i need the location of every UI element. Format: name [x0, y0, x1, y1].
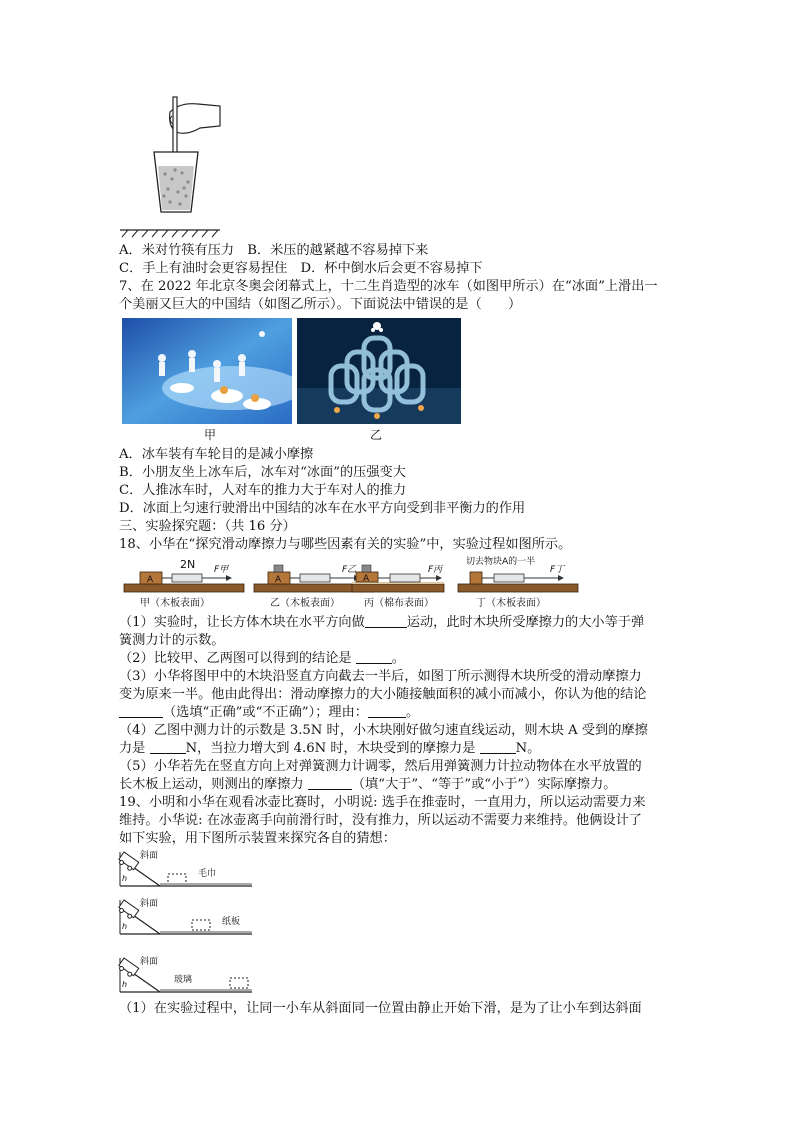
answer-blank-4[interactable]	[368, 704, 406, 718]
q19-stem-line2: 维持。小华说: 在冰壶离手向前滑行时，没有推力，所以运动不需要力来维持。他俩设计了	[119, 813, 642, 828]
svg-text:丙（棉布表面）: 丙（棉布表面）	[364, 598, 434, 609]
svg-text:A: A	[363, 574, 370, 584]
q18-stem: 18、小华在“探究滑动摩擦力与哪些因素有关的实验”中，实验过程如图所示。	[119, 537, 572, 552]
svg-text:乙（木板表面）: 乙（木板表面）	[270, 598, 340, 609]
setup-bing	[352, 564, 444, 592]
section-title: 三、实验探究题：（共 16 分）	[119, 519, 296, 534]
setup-jia	[124, 558, 244, 592]
q6-option-ab: A．米对竹筷有压力 B．米压的越紧越不容易掉下来	[119, 243, 429, 258]
q19-stem-line1: 19、小明和小华在观看冰壶比赛时，小明说: 选手在推壶时，一直用力，所以运动需要力来	[119, 795, 646, 810]
answer-blank-7[interactable]	[308, 776, 352, 790]
q18-part5-line2: 长木板上运动，则测出的摩擦力 （填“大于”、“等于”或“小于”）实际摩擦力。	[119, 777, 617, 792]
q19-part1: （1）在实验过程中，让同一小车从斜面同一位置由静止开始下滑，是为了让小车到达斜面	[119, 1001, 642, 1016]
friction-experiment-diagram	[120, 554, 680, 612]
fig-label-jia: 甲	[204, 428, 217, 442]
fig-label-yi: 乙	[370, 428, 383, 442]
svg-text:F丙: F丙	[428, 565, 443, 575]
q18-part3-line2: 变为原来一半。他由此得出：滑动摩擦力的大小随接触面积的减小而减小，你认为他的结论	[119, 687, 647, 702]
svg-text:h: h	[122, 922, 128, 931]
q7-stem-line1: 7、在 2022 年北京冬奥会闭幕式上，十二生肖造型的冰车（如图甲所示）在“冰面”上滑出一	[119, 279, 658, 294]
svg-text:玻璃: 玻璃	[174, 975, 193, 985]
answer-blank-5[interactable]	[150, 740, 186, 754]
q18-part1-line2: 簧测力计的示数。	[119, 633, 225, 648]
answer-blank-6[interactable]	[480, 740, 516, 754]
svg-text:2N: 2N	[180, 558, 196, 571]
answer-blank-2[interactable]	[356, 650, 392, 664]
setup-ding	[458, 555, 578, 592]
svg-text:切去物块A的一半: 切去物块A的一半	[466, 557, 536, 567]
q18-part5-line1: （5）小华若先在竖直方向上对弹簧测力计调零，然后用弹簧测力计拉动物体在水平放置的	[119, 759, 642, 774]
answer-blank-1[interactable]	[365, 614, 407, 628]
svg-text:纸板: 纸板	[222, 917, 241, 927]
svg-text:h: h	[122, 980, 128, 989]
q18-part3-line1: （3）小华将图甲中的木块沿竖直方向截去一半后，如图丁所示测得木块所受的滑动摩擦力	[119, 669, 642, 684]
answer-blank-3[interactable]	[119, 704, 163, 718]
svg-text:F甲: F甲	[214, 565, 229, 575]
q7-stem-line2: 个美丽又巨大的中国结（如图乙所示）。下面说法中错误的是（ ）	[119, 297, 522, 312]
q18-part3-line3: （选填“正确”或“不正确”）；理由： 。	[119, 704, 419, 721]
svg-text:斜面: 斜面	[140, 899, 159, 909]
svg-text:斜面: 斜面	[140, 957, 159, 967]
svg-text:A: A	[147, 575, 154, 585]
svg-text:丁（木板表面）: 丁（木板表面）	[476, 598, 546, 609]
ramp-diagram-cardboard	[118, 896, 258, 938]
q18-part1-line1: （1）实验时，让长方体木块在水平方向做 运动，此时木块所受摩擦力的大小等于弹	[119, 615, 645, 630]
q19-stem-line3: 如下实验，用下图所示装置来探究各自的猜想：	[119, 831, 396, 846]
ramp-diagram-towel	[118, 848, 258, 890]
svg-text:甲（木板表面）: 甲（木板表面）	[140, 598, 210, 609]
photo-chinese-knot	[297, 318, 461, 424]
q7-option-a: A．冰车装有车轮目的是减小摩擦	[119, 447, 314, 462]
photo-ice-cars	[122, 318, 292, 424]
ramp-diagram-glass	[118, 952, 258, 996]
q18-part2: （2）比较甲、乙两图可以得到的结论是 。	[119, 651, 405, 666]
svg-text:F乙: F乙	[342, 565, 357, 575]
q6-option-cd: C．手上有油时会更容易捏住 D．杯中倒水后会更不容易掉下	[119, 261, 483, 276]
svg-text:斜面: 斜面	[140, 851, 159, 861]
svg-text:F丁: F丁	[550, 565, 565, 575]
q7-option-b: B．小朋友坐上冰车后，冰车对“冰面”的压强变大	[119, 465, 406, 480]
svg-text:h: h	[122, 874, 128, 883]
q18-part4-line2: 力是 N，当拉力增大到 4.6N 时，木块受到的摩擦力是 N。	[119, 741, 541, 756]
q18-part4-line1: （4）乙图中测力计的示数是 3.5N 时，小木块刚好做匀速直线运动，则木块 A 受到的摩擦	[119, 723, 648, 738]
q7-option-c: C．人推冰车时，人对车的推力大于车对人的推力	[119, 483, 407, 498]
svg-text:毛巾: 毛巾	[198, 869, 217, 879]
q7-option-d: D．冰面上匀速行驶滑出中国结的冰车在水平方向受到非平衡力的作用	[119, 501, 526, 516]
svg-text:A: A	[275, 575, 282, 585]
chopstick-rice-cup-figure	[120, 94, 230, 238]
